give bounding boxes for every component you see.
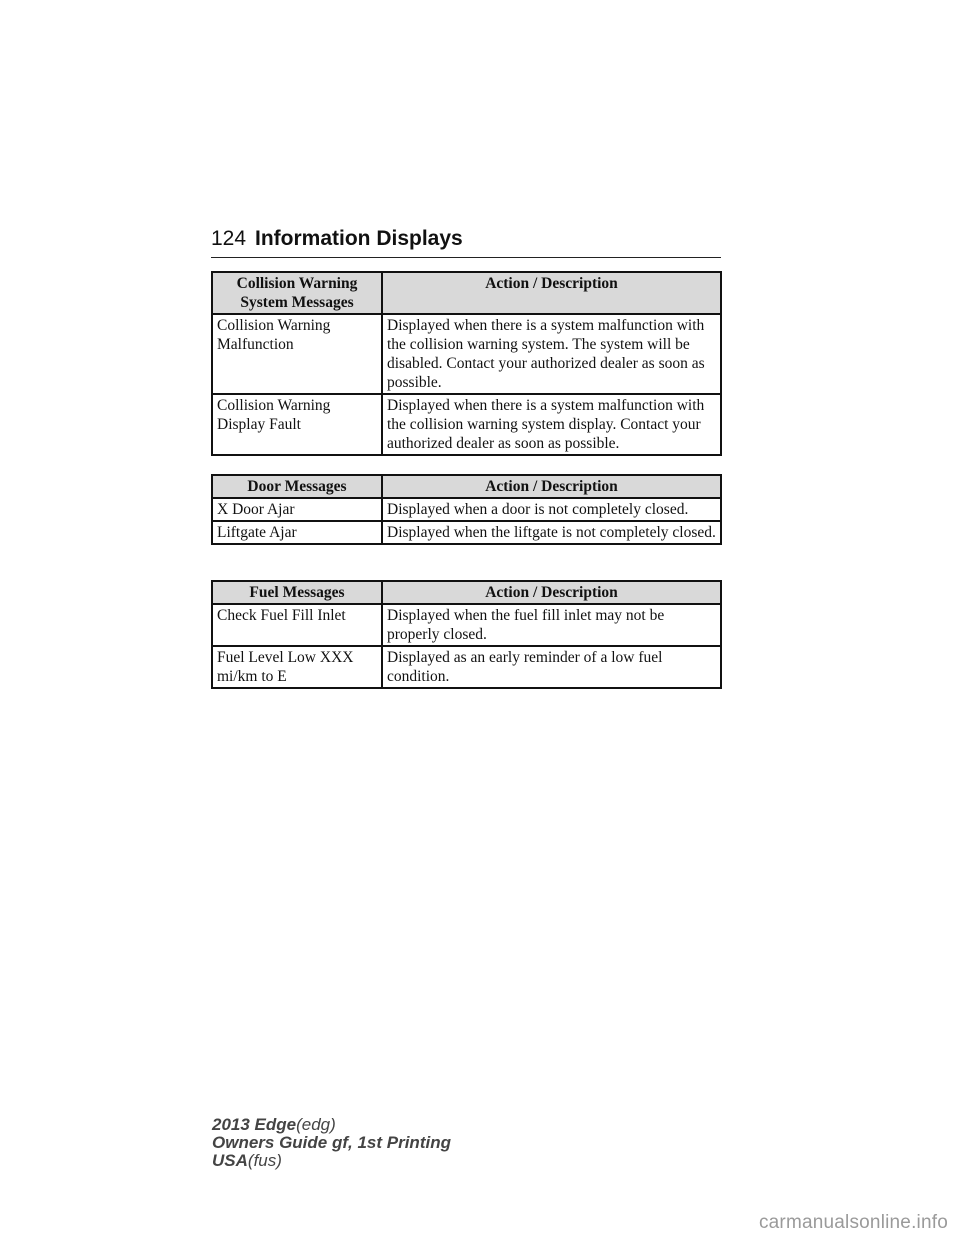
door-messages-table [211,474,722,545]
table-row [212,394,721,455]
table-row [212,314,721,394]
table-row [212,498,721,521]
message-cell: Fuel Level Low XXX mi/km to E [212,646,382,688]
section-title: Information Displays [255,227,463,250]
collision-warning-messages-table [211,271,722,456]
message-cell: X Door Ajar [212,498,382,521]
description-cell: Displayed when the fuel fill inlet may not be properly closed. [382,604,721,646]
table-header-row [212,581,721,604]
column-header-action: Action / Description [382,272,721,314]
message-cell: Check Fuel Fill Inlet [212,604,382,646]
footer-line-guide [212,1134,451,1152]
footer-line-market [212,1152,451,1170]
message-cell: Liftgate Ajar [212,521,382,544]
fuel-messages-table [211,580,722,689]
footer-market-code: (fus) [247,1151,282,1170]
description-cell: Displayed when a door is not completely closed. [382,498,721,521]
table-header-row [212,272,721,314]
footer-market: USA [212,1151,248,1170]
description-cell: Displayed when there is a system malfunction with the collision warning system. The system will be disabled. Contact your authorized dealer as soon as possible. [382,314,721,394]
page-number: 124 [211,227,247,250]
description-cell: Displayed as an early reminder of a low fuel condition. [382,646,721,688]
table-row [212,521,721,544]
footer-line-model [212,1116,451,1134]
description-cell: Displayed when there is a system malfunction with the collision warning system display. Contact your authorized dealer as soon as possible. [382,394,721,455]
column-header-action: Action / Description [382,475,721,498]
message-cell: Collision Warning Display Fault [212,394,382,455]
table-header-row [212,475,721,498]
footer-model-code: (edg) [296,1115,336,1134]
page-header [211,226,721,258]
column-header-action: Action / Description [382,581,721,604]
footer-model: 2013 Edge [212,1115,297,1134]
column-header-message: Door Messages [212,475,382,498]
message-cell: Collision Warning Malfunction [212,314,382,394]
column-header-message: Collision Warning System Messages [212,272,382,314]
description-cell: Displayed when the liftgate is not completely closed. [382,521,721,544]
column-header-message: Fuel Messages [212,581,382,604]
table-row [212,604,721,646]
document-footer [212,1116,451,1170]
watermark: carmanualsonline.info [758,1212,948,1233]
footer-guide: Owners Guide gf, 1st Printing [212,1133,451,1152]
table-row [212,646,721,688]
